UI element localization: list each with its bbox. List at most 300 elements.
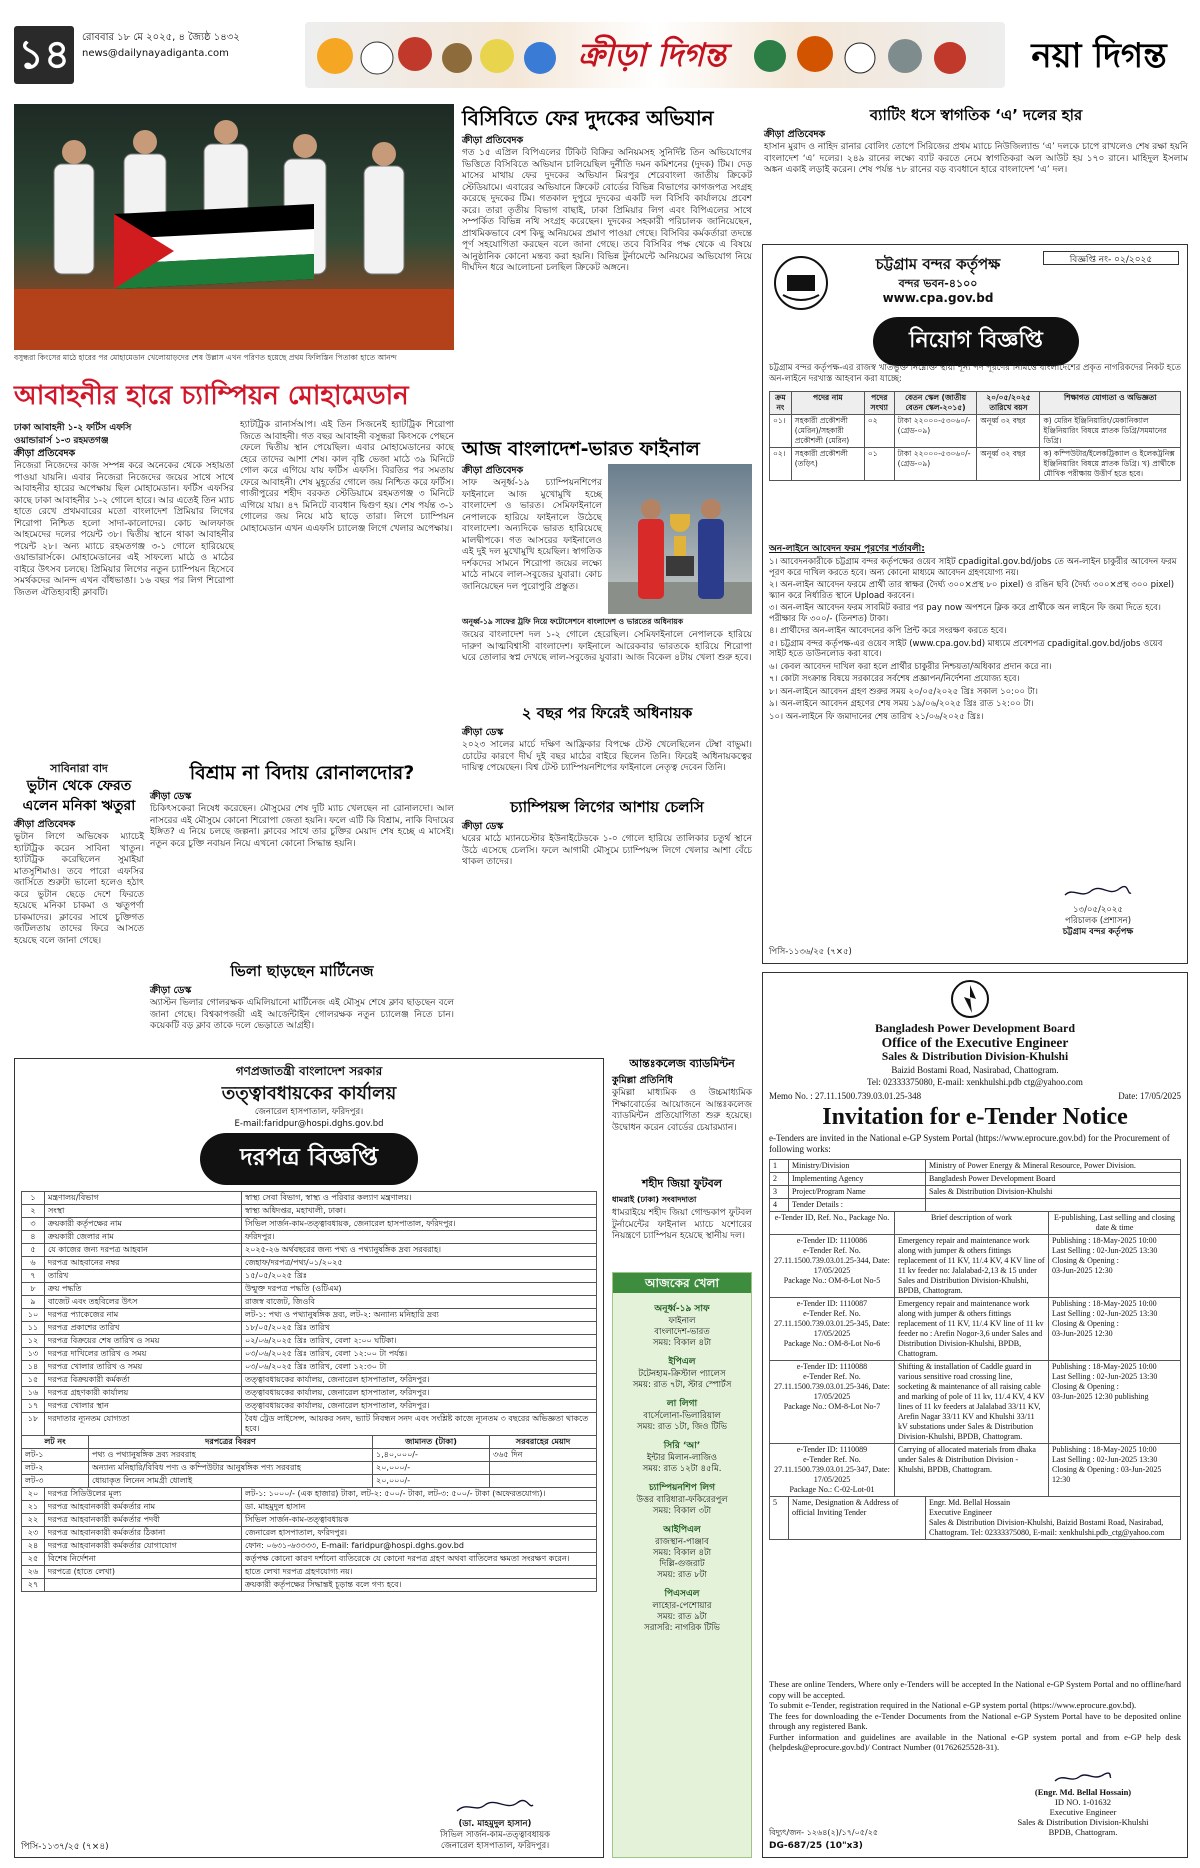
- tender-row-key: সংস্থা: [45, 1205, 242, 1218]
- cpa-building: বন্দর ভবন-৪১০০: [898, 277, 978, 290]
- tender-row: [22, 1205, 597, 1218]
- tender-row-no: ১৮: [22, 1413, 45, 1436]
- tender-row-no: ১: [22, 1192, 45, 1205]
- lot-row: [22, 1449, 597, 1462]
- bpdb-info-key: Project/Program Name: [789, 1186, 926, 1199]
- cpa-post-cell: সহকারী প্রকৌশলী (তড়িৎ): [791, 448, 864, 481]
- mohammedan-score-1: ঢাকা আবাহনী ১-২ ফর্টিস এফসি: [14, 423, 132, 433]
- bpdb-logo-icon: [948, 979, 992, 1019]
- tender-row-no: ৯: [22, 1296, 45, 1309]
- tender-row-key: দরপত্র প্যাকেজের নাম: [45, 1309, 242, 1322]
- todays-games-list: [613, 1293, 751, 1637]
- tender-row: [22, 1257, 597, 1270]
- tender-row: [22, 1231, 597, 1244]
- games-line: সময়: বিকাল ৪টা: [652, 1338, 712, 1348]
- cpa-terms-title: অন-লাইনে আবেদন ফরম পূরণের শর্তাবলী:: [769, 544, 925, 554]
- lot-cell: অন্যান্য মনিহারি/বিবিধ পণ্য ও কম্পিউটার আনুষঙ্গিক পণ্য সরবরাহ: [89, 1462, 373, 1475]
- cpa-code: পিসি-১১৩৬/২৫ (৭×৫): [769, 947, 852, 957]
- tender-row-key: বিশেষ নির্দেশনা: [45, 1553, 242, 1566]
- bpdb-memo: Memo No. : 27.11.1500.739.03.01.25-348: [769, 1091, 922, 1101]
- section-title: ক্রীড়া দিগন্ত: [577, 36, 727, 74]
- saff-byline: ক্রীড়া প্রতিবেদক: [462, 465, 524, 476]
- cpa-posts-table: [769, 391, 1181, 481]
- tender-row-no: ১৪: [22, 1361, 45, 1374]
- lot-cell: লট-১: [22, 1449, 89, 1462]
- bpdb-etender-ad: [762, 972, 1188, 1858]
- bpdb-info-value: Bangladesh Power Development Board: [926, 1173, 1181, 1186]
- bpdb-info-no: 3: [770, 1186, 789, 1199]
- lot-cell: পথ্য ও পথ্যানুষঙ্গিক দ্রব্য সরবরাহ: [89, 1449, 373, 1462]
- cpa-intro: চট্টগ্রাম বন্দর কর্তৃপক্ষ-এর রাজস্ব খাতভুক্ত নিম্নোক্ত স্থায়ী শূন্য পদ পূরণের নিমিত্তে বাংলাদেশের প্রকৃত নাগরিকদের নিকট হতে অন-লাইনে দরখাস্ত আহবান করা যাচ্ছে:: [769, 363, 1181, 384]
- bpdb-info-value: Ministry of Power Energy & Mineral Resource, Power Division.: [926, 1160, 1181, 1173]
- bpdb-signer-id: ID NO. 1-01632: [1055, 1797, 1111, 1807]
- bpdb-intro: e-Tenders are invited in the National e-GP System Portal (https://www.eprocure.gov.bd) for the Procurement of following works:: [769, 1133, 1170, 1154]
- games-line: উত্তর বারিধারা-ফকিরেরপুল: [636, 1495, 728, 1505]
- tender-row-value: বৈধ ট্রেড লাইসেন্স, আয়কর সনদ, ভ্যাট নিবন্ধন সনদ এবং সংশ্লিষ্ট কাজে ন্যূনতম ৩ বছরের অভিজ্ঞতা থাকতে হবে।: [242, 1413, 597, 1436]
- tender-row: [22, 1335, 597, 1348]
- bn-signer-name: (ডা. মাহমুদুল হাসান): [458, 1819, 532, 1829]
- cpa-post-cell: ০১: [864, 448, 894, 481]
- bpdb-tender-id: e-Tender ID: 1110088 e-Tender Ref. No. 27.11.1500.739.03.01.25-346, Date: 17/05/2025 Package No.: OM-8-Lot No-7: [770, 1361, 895, 1444]
- tender-row-no: ৬: [22, 1257, 45, 1270]
- bpdb-tender-desc: Emergency repair and maintenance work along with jumper & others fittings replacement of 11 KV, 11/.4 KV line of 11 kv feeder no : Arefin Nogor-3,6 under Sales and Distribution Division-Khulshi, BPDB, Chattogram.: [895, 1298, 1049, 1361]
- todays-games-box: [612, 1272, 752, 1858]
- cpa-post-cell: টাকা ২২০০০-৫৩০৬০/- (গ্রেড-০৯): [894, 448, 977, 481]
- cpa-title: নিয়োগ বিজ্ঞপ্তি: [873, 317, 1079, 366]
- tender-row-no: ৫: [22, 1244, 45, 1257]
- tender-row: [22, 1192, 597, 1205]
- tender-row-value: লট-১: পথ্য ও পথ্যানুষঙ্গিক দ্রব্য, লট-২: অন্যান্য মনিহারি দ্রব্য: [242, 1309, 597, 1322]
- bpdb-line-1: Bangladesh Power Development Board: [874, 1021, 1076, 1035]
- tender-row-value: ফোন: ০৬৩১-৬৩৩৩৩, E-mail: faridpur@hospi.dghs.gov.bd: [242, 1540, 597, 1553]
- bn-tender-address: জেনারেল হাসপাতাল, ফরিদপুর।: [254, 1107, 364, 1117]
- tender-row: [22, 1553, 597, 1566]
- bpdb-tender-dates: Publishing : 18-May-2025 10:00 Last Selling : 02-Jun-2025 13:30 Closing & Opening : 03-Jun-2025 12:30: [1049, 1444, 1181, 1497]
- bpdb-info-no: 1: [770, 1160, 789, 1173]
- bpdb-info-key: Tender Details :: [789, 1199, 926, 1212]
- tender-row-no: ১১: [22, 1322, 45, 1335]
- martinez-body: অ্যাস্টন ভিলার গোলরক্ষক এমিলিয়ানো মার্টিনেজ এই মৌসুম শেষে ক্লাব ছাড়ছেন বলে জানা গেছে। বিশ্বকাপজয়ী এই আর্জেন্টাইন গোলরক্ষক নতুন চ্যালেঞ্জ নিতে চান। কয়েকটি বড় ক্লাব তাকে দলে ভেড়াতে আগ্রহী।: [150, 998, 454, 1031]
- tender-row-no: ৪: [22, 1231, 45, 1244]
- tender-row: [22, 1514, 597, 1527]
- tender-row-no: ৩: [22, 1218, 45, 1231]
- paper-logo: নয়া দিগন্ত: [1031, 36, 1167, 76]
- bpdb-inviter-value: Engr. Md. Bellal Hossain Executive Engineer Sales & Distribution Division-Khulshi, Baizid Bostami Road, Nasirabad, Chattogram. Tel: 02333375080, E-mail: xenkhulshi.pdb_ctg@yahoo.com: [926, 1497, 1181, 1540]
- bpdb-code-1: বিদ্যুৎ/জন- ১২৬৪(২)/১৭/০৫/২৫: [769, 1828, 879, 1837]
- bn-signer-title: সিভিল সার্জন-কাম-তত্ত্বাবধায়ক: [439, 1830, 551, 1840]
- tender-row-no: ১৫: [22, 1374, 45, 1387]
- tender-row-key: দরপত্র বিক্রয়ের শেষ তারিখ ও সময়: [45, 1335, 242, 1348]
- tender-row: [22, 1579, 597, 1592]
- mohammedan-body: নিজেরা নিজেদের কাজ সম্পন্ন করে অনেকের থেকে সহায়তা পাওয়া যায়নি। এবার নিজেরা নিজেদের জয়ের সাথে সাথে আবাহনীর হারের অপেক্ষায় ছিল মোহামেডান। ফর্টিস এফসির কাছে ঢাকা আবাহনীর ১-২ গোলে হারে। আর এতেই তিন ম্যাচ হাতে রেখে প্রথমবারের মতো বাংলাদেশ প্রিমিয়ার লিগের শিরোপা নিশ্চিত হলো সাদা-কালোদের। কোচ আলফাজ আহমেদের দলের পয়েন্ট ৩৮। দ্বিতীয় স্থানে থাকা আবাহনীর পয়েন্ট ২৮। অন্য ম্যাচে রহমতগঞ্জ ৩-১ গোলে হারিয়েছে ওয়ান্ডারার্সকে। মোহামেডানের এই সাফল্যে মাঠে ও মাঠের বাইরে উৎসব চলছে। প্রিমিয়ার লিগের নতুন চ্যাম্পিয়ন হিসেবে সমর্থকদের আনন্দ এখন বাঁধভাঙা। ১৬ বছর পর লিগ শিরোপা জিতল ঐতিহ্যবাহী ক্লাবটি।: [14, 461, 234, 598]
- tender-row-value: তত্ত্বাবধায়কের কার্যালয়, জেনারেল হাসপাতাল, ফরিদপুর।: [242, 1400, 597, 1413]
- tender-row-value: ০৩/০৬/২০২৫ খ্রিঃ তারিখ, বেলা ১২:০০ টা পর্যন্ত।: [242, 1348, 597, 1361]
- cpa-signer-title: পরিচালক (প্রশাসন): [1064, 916, 1132, 926]
- tender-row-no: ২২: [22, 1514, 45, 1527]
- cpa-post-row: [770, 448, 1181, 481]
- bpdb-tender-row: [770, 1361, 1181, 1444]
- games-heading: ইপিএল: [668, 1357, 696, 1367]
- tender-row-value: স্বাস্থ্য সেবা বিভাগ, স্বাস্থ্য ও পরিবার কল্যাণ মন্ত্রণালয়।: [242, 1192, 597, 1205]
- mohammedan-body-2: হ্যাটট্রিক রানার্সআপ। এই তিন সিজনেই হ্যাটট্রিক শিরোপা জিতে আবাহনী। গত বছর আবাহনী বসুন্ধরা কিংসকে পেছনে ফেলে দ্বিতীয় স্থান পেয়েছিল। এবার মোহামেডানের কাছে হেরে তাদের আশা শেষ। কাল বৃষ্টি ভেজা মাঠে ৩৯ মিনিটে গোল করে এগিয়ে যায় ফর্টিস এফসি। বিরতির পর সমতায় ফেরে আবাহনী। শেষ মুহূর্তের গোলে জয় নিশ্চিত করে ফর্টিস। গাজীপুরের শহীদ বরকত স্টেডিয়ামে রহমতগঞ্জ ৩ মিনিটে এগিয়ে যায়। ৪৭ মিনিটে ব্যবধান দ্বিগুণ হয়। শেষ পর্যন্ত ৩-১ গোলের জয় নিয়ে মাঠ ছাড়ে তারা। লিগে চ্যাম্পিয়ন মোহামেডান এখন এএফসি চ্যালেঞ্জ লিগে খেলার অপেক্ষায়।: [240, 420, 454, 534]
- tender-row-value: জেহাফ/দরপত্র/পথ্য/০১/২০২৫: [242, 1257, 597, 1270]
- tender-row-key: দরপত্র দাখিলের তারিখ ও সময়: [45, 1348, 242, 1361]
- lot-cell: লট-৩: [22, 1475, 89, 1488]
- cpa-post-cell: ক) কম্পিউটার/ইলেকট্রিক্যাল ও ইলেকট্রনিক্স ইঞ্জিনিয়ারিং বিষয়ে স্নাতক ডিগ্রি। খ) প্রার্থীকে মৌখিক পরীক্ষায় উত্তীর্ণ হতে হবে।: [1040, 448, 1181, 481]
- tender-row-value: রাজস্ব বাজেট, জিওবি: [242, 1296, 597, 1309]
- cpa-term: ১। আবেদনকারীকে চট্টগ্রাম বন্দর কর্তৃপক্ষের ওয়েব সাইট cpadigital.gov.bd/jobs তে অন-লাইন চাকুরীর আবেদন ফরম পূরণ করে দাখিল করতে হবে। অন্য কোনো মাধ্যমে আবেদন গ্রহণযোগ্য নয়।: [769, 557, 1177, 578]
- cpa-post-cell: ০২।: [770, 448, 792, 481]
- games-line: লাহোর-পেশোয়ার: [652, 1601, 712, 1611]
- tender-row-value: হাতে লেখা দরপত্র গ্রহণযোগ্য নয়।: [242, 1566, 597, 1579]
- tender-row-value: উন্মুক্ত দরপত্র পদ্ধতি (ওটিএম): [242, 1283, 597, 1296]
- tender-row-no: ২৫: [22, 1553, 45, 1566]
- tender-row-no: ৮: [22, 1283, 45, 1296]
- saff-body-2: জয়ের বাংলাদেশ দল ১-২ গোলে হেরেছিল। সেমিফাইনালে নেপালকে হারিয়ে দারুণ আত্মবিশ্বাসী বাংলাদেশ। ফাইনালে আরেকবার ভারতকে হারিয়ে শিরোপা ঘরে তোলার স্বপ্ন দেখছে লাল-সবুজের যুবারা। আজ বিকেল ৪টায় খেলা শুরু হবে।: [462, 630, 752, 663]
- masthead: [0, 0, 1200, 100]
- ronaldo-headline: বিশ্রাম না বিদায় রোনালদোর?: [189, 762, 415, 784]
- masthead-date: রোববার ১৮ মে ২০২৫, ৪ জ্যৈষ্ঠ ১৪৩২: [82, 32, 240, 43]
- bpdb-tender-desc: Carrying of allocated materials from dhaka under Sales & Distribution Division - Khulshi, BPDB, Chattogram.: [895, 1444, 1049, 1497]
- tender-row-key: দরপত্র গ্রহণকারী কার্যালয়: [45, 1387, 242, 1400]
- tender-row-value: তত্ত্বাবধায়কের কার্যালয়, জেনারেল হাসপাতাল, ফরিদপুর।: [242, 1374, 597, 1387]
- tender-row-key: দরপত্র আহবানের নম্বর: [45, 1257, 242, 1270]
- bn-tender-table: [21, 1191, 597, 1436]
- tender-row-value: ১৫/০৫/২০২৫ খ্রিঃ: [242, 1270, 597, 1283]
- sports-players-icon: [745, 28, 995, 84]
- tender-row-key: দরপত্র আহবানকারী কর্মকর্তার ঠিকানা: [45, 1527, 242, 1540]
- two-years-headline: ২ বছর পর ফিরেই অধিনায়ক: [521, 704, 693, 722]
- lot-cell: [490, 1475, 597, 1488]
- cpa-header-cell: পদের সংখ্যা: [864, 392, 894, 415]
- tender-row: [22, 1270, 597, 1283]
- ronaldo-body: চিকিৎসকেরা নিষেধ করেছেন। মৌসুমের শেষ দুটি ম্যাচ খেলছেন না রোনালদো। আল নাসরের এই মৌসুমে কোনো শিরোপা জেতা হয়নি। ফলে এটি কি বিশ্রাম, নাকি বিদায়ের ইঙ্গিত? এ নিয়ে চলছে জল্পনা। ক্লাবের সাথে তার চুক্তির মেয়াদ শেষ হচ্ছে এ মাসেই। নতুন করে চুক্তি নবায়ন নিয়ে এখনো কোনো সিদ্ধান্ত হয়নি।: [150, 804, 454, 849]
- bn-signer-addr: জেনারেল হাসপাতাল, ফরিদপুর।: [440, 1841, 550, 1851]
- bpdb-info-table: [769, 1159, 1181, 1212]
- tender-row-key: [45, 1579, 242, 1592]
- bpdb-tender-id: e-Tender ID: 1110087 e-Tender Ref. No. 27.11.1500.739.03.01.25-345, Date: 17/05/2025 Package No.: OM-8-Lot No-6: [770, 1298, 895, 1361]
- todays-games-title: আজকের খেলা: [613, 1273, 751, 1293]
- bpdb-signer-title: Executive Engineer: [1049, 1807, 1117, 1817]
- bn-tender-gov: গণপ্রজাতন্ত্রী বাংলাদেশ সরকার: [235, 1064, 383, 1078]
- lot-col-no: লট নং: [22, 1436, 89, 1449]
- women-headline: ভুটান থেকে ফেরত এলেন মনিকা ঋতুরা: [22, 778, 136, 814]
- trophy-photo-icon: [608, 464, 752, 614]
- bpdb-inviter-key: Name, Designation & Address of official Inviting Tender: [789, 1497, 926, 1540]
- tender-row: [22, 1488, 597, 1501]
- bn-tender-email[interactable]: E-mail:faridpur@hospi.dghs.gov.bd: [234, 1119, 384, 1129]
- tender-row-key: তারিখ: [45, 1270, 242, 1283]
- a-team-byline: ক্রীড়া প্রতিবেদক: [764, 129, 826, 140]
- games-heading: পিএসএল: [664, 1589, 700, 1599]
- tender-row-value: ডা. মাহমুদুল হাসান: [242, 1501, 597, 1514]
- tender-row: [22, 1527, 597, 1540]
- tender-row-value: তত্ত্বাবধায়কের কার্যালয়, জেনারেল হাসপাতাল, ফরিদপুর।: [242, 1387, 597, 1400]
- games-line: সময়: বিকাল ৩টা: [652, 1506, 712, 1516]
- tender-row-key: দরপত্র আহবানকারী কর্মকর্তার পদবী: [45, 1514, 242, 1527]
- games-heading: আইপিএল: [663, 1525, 701, 1535]
- cpa-post-row: [770, 415, 1181, 448]
- bpdb-footnote: These are online Tenders, Where only e-Tenders will be accepted In the National e-GP System Portal and no offline/hard copy will be accepted. To submit e-Tender, registration required in the National e-GP system portal (https://www.eprocure.gov.bd). The fees for downloading the e-Tender Documents from the National e-GP System Portal have to be deposited online through any registered Bank. Further information and guidelines are available in the National e-GP system portal and from e-GP help desk (helpdesk@eprocure.gov.bd)/ Contract Number (01762625528-31).: [769, 1679, 1181, 1752]
- saff-headline: আজ বাংলাদেশ-ভারত ফাইনাল: [462, 438, 700, 460]
- tender-row-no: ২৩: [22, 1527, 45, 1540]
- women-kicker: সাবিনারা বাদ: [50, 762, 108, 775]
- bpdb-inviter-table: [769, 1496, 1181, 1540]
- bn-lot-table: [21, 1435, 597, 1488]
- cpa-post-cell: সহকারী প্রকৌশলী (মেরিন)/সহকারী প্রকৌশলী (মেরিন): [791, 415, 864, 448]
- tender-row-value: লট-১: ১০০০/- (এক হাজার) টাকা, লট-২: ৫০০/- টাকা, লট-৩: ৫০০/- টাকা (অফেরতযোগ্য)।: [242, 1488, 597, 1501]
- games-line: ইন্টার মিলান-লাজিও: [646, 1453, 718, 1463]
- cpa-term: ৬। কেবল আবেদন দাখিল করা হলে প্রার্থীর চাকুরীর নিশ্চয়তা/অধিকার প্রদান করে না।: [769, 661, 1052, 672]
- tender-row: [22, 1296, 597, 1309]
- tender-row: [22, 1309, 597, 1322]
- bpdb-signature: [983, 1771, 1183, 1841]
- tender-row-key: দরপত্র আহবানকারী কর্মকর্তার যোগাযোগ: [45, 1540, 242, 1553]
- cpa-org: চট্টগ্রাম বন্দর কর্তৃপক্ষ: [875, 255, 1001, 273]
- bpdb-tender-id: e-Tender ID: 1110086 e-Tender Ref. No. 27.11.1500.739.03.01.25-344, Date: 17/05/2025 Package No.: OM-8-Lot No-5: [770, 1235, 895, 1298]
- tender-row-key: মন্ত্রণালয়/বিভাগ: [45, 1192, 242, 1205]
- page-number: ১৪: [14, 26, 74, 84]
- tender-row-value: ০৩/০৬/২০২৫ খ্রিঃ তারিখ, বেলা ১২:৩০ টা: [242, 1361, 597, 1374]
- mohammedan-score-2: ওয়ান্ডারার্স ১-৩ রহমতগঞ্জ: [14, 436, 109, 446]
- bpdb-tender-row: [770, 1444, 1181, 1497]
- games-line: দিল্লি-গুজরাট: [659, 1559, 705, 1569]
- bpdb-info-key: Ministry/Division: [789, 1160, 926, 1173]
- bpdb-tender-desc: Emergency repair and maintenance work along with jumper & others fittings replacement of 11 KV, 11/.4 KV, 4 KV line of 11 kv feeder no: Jalalabad-2,13 & 15 under Sales and Distribution Division-Khulshi, BPDB, Chattogram.: [895, 1235, 1049, 1298]
- bpdb-header-cell: e-Tender ID, Ref. No., Package No.: [770, 1212, 895, 1235]
- bn-tender-ad: [14, 1058, 604, 1858]
- games-heading: চ্যাম্পিয়নশিপ লিগ: [648, 1483, 716, 1493]
- cpa-website[interactable]: www.cpa.gov.bd: [882, 291, 994, 305]
- games-heading: লা লিগা: [666, 1399, 698, 1409]
- bpdb-tender-desc: Shifting & installation of Caddle guard in various sensitive road crossing line, socketing & maintenance of all raising cable and marking of pole of 11 kv, 11/.4 KV, 4 KV lines of 11 kv feeders at Jalalabad 33/11 KV, Arefin Nagar 33/11 KV and Khulshi 33/11 kV substations under Sales & Distribution Division-Khulshi, BPDB, Chattogram.: [895, 1361, 1049, 1444]
- tender-row-no: ২০: [22, 1488, 45, 1501]
- tender-row: [22, 1400, 597, 1413]
- cpa-term: ৩। অন-লাইন আবেদন ফরম সাবমিট করার পর pay now অপশনে ক্লিক করে প্রার্থীকে অন লাইনে ফি জমা দিতে হবে। পরীক্ষার ফি ৩০০/- (তিনশত) টাকা।: [769, 603, 1161, 624]
- bpdb-date: Date: 17/05/2025: [1118, 1091, 1181, 1101]
- tender-row: [22, 1566, 597, 1579]
- zia-byline: ধামরাই (ঢাকা) সংবাদদাতা: [612, 1195, 697, 1204]
- lot-cell: ১,৪০,০০০/-: [373, 1449, 490, 1462]
- tender-row-value: ক্রয়কারী কর্তৃপক্ষের সিদ্ধান্তই চূড়ান্ত বলে গণ্য হবে।: [242, 1579, 597, 1592]
- cpa-signer-org: চট্টগ্রাম বন্দর কর্তৃপক্ষ: [1062, 927, 1134, 937]
- tender-row-value: ২০২৫-২৬ অর্থবছরের জন্য পথ্য ও পথ্যানুষঙ্গিক দ্রব্য সরবরাহ।: [242, 1244, 597, 1257]
- cpa-term: ২। অন-লাইন আবেদন ফরমে প্রার্থী তার স্বাক্ষর (দৈর্ঘ্য ৩০০×প্রস্থ ৮০ pixel) ও রঙিন ছবি (দৈর্ঘ্য ৩০০×প্রস্থ ৩০০ pixel) স্ক্যান করে নির্ধারিত স্থানে Upload করবেন।: [769, 580, 1175, 601]
- ronaldo-byline: ক্রীড়া ডেস্ক: [150, 791, 192, 802]
- cpa-post-cell: অনূর্ধ্ব ৩২ বছর: [977, 448, 1040, 481]
- saff-photo-caption: অনূর্ধ্ব-১৯ সাফের ট্রফি নিয়ে ফটোসেশনে বাংলাদেশ ও ভারতের অধিনায়ক: [462, 617, 684, 626]
- cpa-signature: [1013, 885, 1183, 941]
- bpdb-tender-table: [769, 1211, 1181, 1497]
- sports-balls-icon: [315, 28, 565, 84]
- tender-row-no: ১৬: [22, 1387, 45, 1400]
- bpdb-signer-div: Sales & Distribution Division-Khulshi: [1017, 1817, 1149, 1827]
- celebration-photo-icon: [14, 104, 454, 350]
- tender-row-key: দরপত্র প্রকাশের তারিখ: [45, 1322, 242, 1335]
- tender-row: [22, 1374, 597, 1387]
- lot-col-deposit: জামানত (টাকা): [373, 1436, 490, 1449]
- bpdb-info-no: 4: [770, 1199, 789, 1212]
- games-line: বাংলাদেশ-ভারত: [654, 1327, 710, 1337]
- tender-row-key: দরপত্র খোলার তারিখ ও সময়: [45, 1361, 242, 1374]
- tender-row-value: স্বাস্থ্য অধিদপ্তর, মহাখালী, ঢাকা।: [242, 1205, 597, 1218]
- cpa-post-cell: ০২: [864, 415, 894, 448]
- bpdb-info-key: Implementing Agency: [789, 1173, 926, 1186]
- bpdb-line-3: Sales & Distribution Division-Khulshi: [881, 1051, 1069, 1063]
- bpdb-tender-id: e-Tender ID: 1110089 e-Tender Ref. No. 27.11.1500.739.03.01.25-347, Date: 17/05/2025 Package No.: C-02-Lot-01: [770, 1444, 895, 1497]
- mohammedan-byline: ক্রীড়া প্রতিবেদক: [14, 448, 76, 459]
- lot-cell: ৩৬৫ দিন: [490, 1449, 597, 1462]
- games-line: টটেনহাম-ক্রিস্টাল প্যালেস: [638, 1369, 726, 1379]
- bn-tender-office: তত্ত্বাবধায়কের কার্যালয়: [221, 1083, 397, 1104]
- tender-row-value: সিভিল সার্জন-কাম-তত্ত্বাবধায়ক: [242, 1514, 597, 1527]
- zia-body: ধামরাইয়ে শহীদ জিয়া গোল্ডকাপ ফুটবল টুর্নামেন্টের ফাইনাল ম্যাচে যশোরের নিয়ন্ত্রণে চ্যাম্পিয়ন হয়েছে স্থানীয় দল।: [612, 1208, 752, 1241]
- signature-icon: [1053, 1771, 1113, 1785]
- two-years-byline: ক্রীড়া ডেস্ক: [462, 727, 504, 738]
- main-photo: [14, 104, 454, 350]
- bpdb-tender-row: [770, 1298, 1181, 1361]
- tender-row-value: ০২/০৬/২০২৫ খ্রিঃ তারিখ, বেলা ২:০০ ঘটিকা।: [242, 1335, 597, 1348]
- bpdb-header-cell: E-publishing, Last selling and closing date & time: [1049, 1212, 1181, 1235]
- tender-row-no: ২: [22, 1205, 45, 1218]
- tender-row-no: ২৭: [22, 1579, 45, 1592]
- chelsea-headline: চ্যাম্পিয়ন্স লিগের আশায় চেলসি: [510, 798, 704, 816]
- signature-icon: [455, 1799, 535, 1815]
- badminton-byline: কুমিল্লা প্রতিনিধি: [612, 1075, 673, 1086]
- martinez-headline: ভিলা ছাড়ছেন মার্টিনেজ: [230, 962, 374, 980]
- cpa-job-ad: [762, 244, 1188, 964]
- bpdb-info-no: 2: [770, 1173, 789, 1186]
- games-heading: সিরি ‘আ’: [663, 1441, 701, 1451]
- bn-tender-title: দরপত্র বিজ্ঞপ্তি: [200, 1133, 418, 1185]
- tender-row-key: যে কাজের জন্য দরপত্র আহবান: [45, 1244, 242, 1257]
- section-banner: [305, 22, 1005, 88]
- martinez-byline: ক্রীড়া ডেস্ক: [150, 985, 192, 996]
- tender-row-key: বাজেট এবং তহবিলের উৎস: [45, 1296, 242, 1309]
- a-team-body: হাসান মুরাদ ও নাহিদ রানার বোলিং তোপে সিরিজের প্রথম ম্যাচে নিউজিল্যান্ড ‘এ’ দলকে চাপে রাখলেও শেষ রক্ষা হয়নি বাংলাদেশ ‘এ’ দলের। ২৪৯ রানের লক্ষ্যে ব্যাট করতে নেমে স্বাগতিকরা অল আউট হয় ১৭০ রানে। মাহিদুল ইসলাম অঙ্কন একাই লড়াই করেন। শেষ পর্যন্ত ৭৮ রানের বড় ব্যবধানে হারে বাংলাদেশ ‘এ’ দল।: [764, 142, 1188, 175]
- tender-row-key: ক্রয় পদ্ধতি: [45, 1283, 242, 1296]
- women-body: ভুটান লিগে অভিষেক ম্যাচেই হ্যাটট্রিক করেন সাবিনা খাতুন। হ্যাটট্রিক করেছিলেন সুমাইয়া মাতসুশিমাও। তবে পারো এফসির জার্সিতে শুরুটা ভালো হলেও হঠাৎ করে ভুটান ছেড়ে দেশে ফিরতে হয়েছে মনিকা চাকমা ও ঋতুপর্ণা চাকমাদের। ক্লাবের সাথে চুক্তিগত জটিলতায় তাদের ফিরে আসতে হয়েছে বলে জানা গেছে।: [14, 832, 144, 946]
- lot-col-desc: দরপত্রের বিবরণ: [89, 1436, 373, 1449]
- cpa-logo-icon: [773, 255, 829, 311]
- tender-row-no: ২১: [22, 1501, 45, 1514]
- zia-headline: শহীদ জিয়া ফুটবল: [642, 1177, 722, 1190]
- lot-row: [22, 1462, 597, 1475]
- bpdb-info-row: [770, 1160, 1181, 1173]
- tender-row-value: সিভিল সার্জন-কাম-তত্ত্বাবধায়ক, জেনারেল হাসপাতাল, ফরিদপুর।: [242, 1218, 597, 1231]
- cpa-header-cell: বেতন স্কেল (জাতীয় বেতন স্কেল-২০১৫): [894, 392, 977, 415]
- games-line: সময়: রাত ৭টা, স্টার স্পোর্টস: [632, 1380, 732, 1390]
- cpa-post-cell: ০১।: [770, 415, 792, 448]
- bpdb-tel: Tel: 02333375080, E-mail: xenkhulshi.pdb ctg@yahoo.com: [867, 1077, 1083, 1087]
- cpa-header-cell: ২০/০৫/২০২৫ তারিখে বয়স: [977, 392, 1040, 415]
- games-line: সময়: রাত ১টা, জিও টিভি: [637, 1422, 727, 1432]
- lot-cell: ২০,০০০/-: [373, 1462, 490, 1475]
- tender-row: [22, 1540, 597, 1553]
- cpa-post-cell: অনূর্ধ্ব ৩২ বছর: [977, 415, 1040, 448]
- tender-row-no: ১৩: [22, 1348, 45, 1361]
- masthead-website[interactable]: news@dailynayadiganta.com: [82, 48, 229, 59]
- games-line: রাজস্থান-পাঞ্জাব: [655, 1537, 709, 1547]
- tender-row: [22, 1413, 597, 1436]
- cpa-term: ১০। অন-লাইনে ফি জমাদানের শেষ তারিখ ২১/০৬/২০২৫ খ্রিঃ।: [769, 711, 984, 722]
- bpdb-info-value: [926, 1199, 1181, 1212]
- games-line: সময়: বিকাল ৪টা: [652, 1548, 712, 1558]
- saff-photo: [608, 464, 752, 614]
- tender-row-value: ১৮/০৫/২০২৫ খ্রিঃ তারিখ: [242, 1322, 597, 1335]
- games-line: সময়: রাত ৯টা: [657, 1612, 707, 1622]
- tender-row-value: ফরিদপুর।: [242, 1231, 597, 1244]
- bn-tender-code: পিসি-১১৩৭/২৫ (৭×৪): [21, 1842, 109, 1852]
- bpdb-title: Invitation for e-Tender Notice: [822, 1104, 1128, 1130]
- cpa-header-cell: শিক্ষাগত যোগ্যতা ও অভিজ্ঞতা: [1040, 392, 1181, 415]
- tender-row: [22, 1387, 597, 1400]
- lot-cell: [490, 1462, 597, 1475]
- tender-row: [22, 1283, 597, 1296]
- signature-icon: [1063, 885, 1133, 901]
- bpdb-tender-dates: Publishing : 18-May-2025 10:00 Last Selling : 02-Jun-2025 13:30 Closing & Opening : 03-Jun-2025 12:30: [1049, 1235, 1181, 1298]
- tender-row-key: দরপত্র আহবানকারী কর্মকর্তার নাম: [45, 1501, 242, 1514]
- cpa-memo: বিজ্ঞপ্তি নং- ০২/২০২৫: [1043, 251, 1179, 265]
- bpdb-tender-dates: Publishing : 18-May-2025 10:00 Last Selling : 02-Jun-2025 13:30 Closing & Opening : 03-Jun-2025 12:30: [1049, 1298, 1181, 1361]
- cpa-post-cell: ক) মেরিন ইঞ্জিনিয়ারিং/মেকানিক্যাল ইঞ্জিনিয়ারিং বিষয়ে স্নাতক ডিগ্রি/সমমানের ডিগ্রি।: [1040, 415, 1181, 448]
- tender-row-value: জেনারেল হাসপাতাল, ফরিদপুর।: [242, 1527, 597, 1540]
- bpdb-info-row: [770, 1173, 1181, 1186]
- bcb-byline: ক্রীড়া প্রতিবেদক: [462, 135, 524, 146]
- tender-row: [22, 1244, 597, 1257]
- games-line: সময়: রাত ৮টা: [657, 1570, 707, 1580]
- bpdb-info-row: [770, 1199, 1181, 1212]
- bpdb-code-2: DG-687/25 (10"x3): [769, 1841, 863, 1851]
- cpa-signer-date: ১৩/০৫/২০২৫: [1073, 905, 1123, 915]
- cpa-header-cell: ক্রম নং: [770, 392, 792, 415]
- bpdb-info-value: Sales & Distribution Division-Khulshi: [926, 1186, 1181, 1199]
- tender-row-key: ক্রয়কারী জেলার নাম: [45, 1231, 242, 1244]
- lot-row: [22, 1475, 597, 1488]
- games-heading: অনূর্ধ্ব-১৯ সাফ: [654, 1304, 710, 1314]
- tender-row-key: দরদাতার ন্যূনতম যোগ্যতা: [45, 1413, 242, 1436]
- chelsea-body: ঘরের মাঠে ম্যানচেস্টার ইউনাইটেডকে ১-০ গোলে হারিয়ে তালিকার চতুর্থ স্থানে উঠে এসেছে চেলসি। ফলে আগামী মৌসুমে চ্যাম্পিয়ন্স লিগে খেলার আশা বেঁচে থাকল তাদের।: [462, 834, 752, 867]
- lot-cell: লট-২: [22, 1462, 89, 1475]
- tender-row: [22, 1322, 597, 1335]
- main-photo-caption: বসুন্ধরা কিংসের মাঠে হারের পর মোহামেডান খেলোয়াড়দের শেষ উল্লাস এখন পরিণত হয়েছে প্রথম ফিলিস্তিন পিতাকা হাতে আনন্দ: [14, 353, 397, 362]
- tender-row-key: ক্রয়কারী কর্তৃপক্ষের নাম: [45, 1218, 242, 1231]
- tender-row: [22, 1348, 597, 1361]
- tender-row-no: ১৭: [22, 1400, 45, 1413]
- tender-row: [22, 1501, 597, 1514]
- cpa-post-cell: টাকা ২২০০০-৫৩০৬০/- (গ্রেড-০৯): [894, 415, 977, 448]
- tender-row-key: দরপত্রে (হাতে লেখা): [45, 1566, 242, 1579]
- tender-row: [22, 1218, 597, 1231]
- cpa-header-cell: পদের নাম: [791, 392, 864, 415]
- bpdb-info-row: [770, 1186, 1181, 1199]
- tender-row-no: ১০: [22, 1309, 45, 1322]
- lot-cell: ধোয়াকৃত লিনেন সামগ্রী ধোলাই: [89, 1475, 373, 1488]
- tender-row: [22, 1361, 597, 1374]
- tender-row-key: দরপত্র খোলার স্থান: [45, 1400, 242, 1413]
- games-line: ফাইনাল: [668, 1316, 696, 1326]
- bcb-headline: বিসিবিতে ফের দুদকের অভিযান: [462, 106, 714, 130]
- bn-tender-signature: [395, 1799, 595, 1855]
- cpa-term: ৫। চট্টগ্রাম বন্দর কর্তৃপক্ষ-এর ওয়েব সাইট (www.cpa.gov.bd) মাধ্যমে প্রবেশপত্র cpadigital.gov.bd/jobs ওয়েব সাইট হতে ডাউনলোড করা যাবে।: [769, 638, 1163, 659]
- bpdb-header-cell: Brief description of work: [895, 1212, 1049, 1235]
- tender-row-no: ২৪: [22, 1540, 45, 1553]
- tender-row-no: ১২: [22, 1335, 45, 1348]
- games-line: বার্সেলোনা-ভিলারিয়াল: [643, 1411, 721, 1421]
- bcb-body: গত ১৫ এপ্রিল বিপিএলের টিকিট বিক্রির অনিয়মসহ সুনির্দিষ্ট তিন অভিযোগের ভিত্তিতে বিসিবিতে অভিযান চালিয়েছিল দুর্নীতি দমন কমিশনের (দুদক) টিম। দেড় মাসের মাথায় ফের দুদকের অভিযান মিরপুর শেরেবাংলা জাতীয় ক্রিকেট স্টেডিয়ামে। এবারের অভিযানে ক্রিকেট বোর্ডের বিভিন্ন বিভাগের কাগজপত্র সংগ্রহ করেছে দুদকের টিম। গতকাল দুপুরে দুদকের একটি দল বিসিবি কার্যালয়ে প্রবেশ করে। তারা তৃতীয় বিভাগ বাছাই, ঢাকা প্রিমিয়ার লিগ এবং বিপিএলের সাথে সম্পর্কিত বিভিন্ন নথি সংগ্রহ করেছেন। দুদকের সহকারী পরিচালক জানিয়েছেন, প্রাথমিকভাবে বেশ কিছু অনিয়মের প্রমাণ পাওয়া গেছে। বিসিবির কর্মকর্তারা তদন্তে পূর্ণ সহযোগিতা করছেন বলে জানা গেছে। তবে বিসিবির পক্ষ থেকে এ বিষয়ে আনুষ্ঠানিক কোনো মন্তব্য করা হয়নি। বিভিন্ন টুর্নামেন্টে অনিয়মের অভিযোগ নিয়ে দীর্ঘদিন ধরে আলোচনা চলছিল ক্রিকেট অঙ্গনে।: [462, 148, 752, 273]
- cpa-term: ৪। প্রার্থীদের অন-লাইন আবেদনের কপি প্রিন্ট করে সংরক্ষণ করতে হবে।: [769, 626, 1007, 636]
- cpa-term: ৮। অন-লাইনে আবেদন গ্রহণ শুরুর সময় ২০/০৫/২০২৫ খ্রিঃ সকাল ১০:০০ টা।: [769, 686, 1038, 697]
